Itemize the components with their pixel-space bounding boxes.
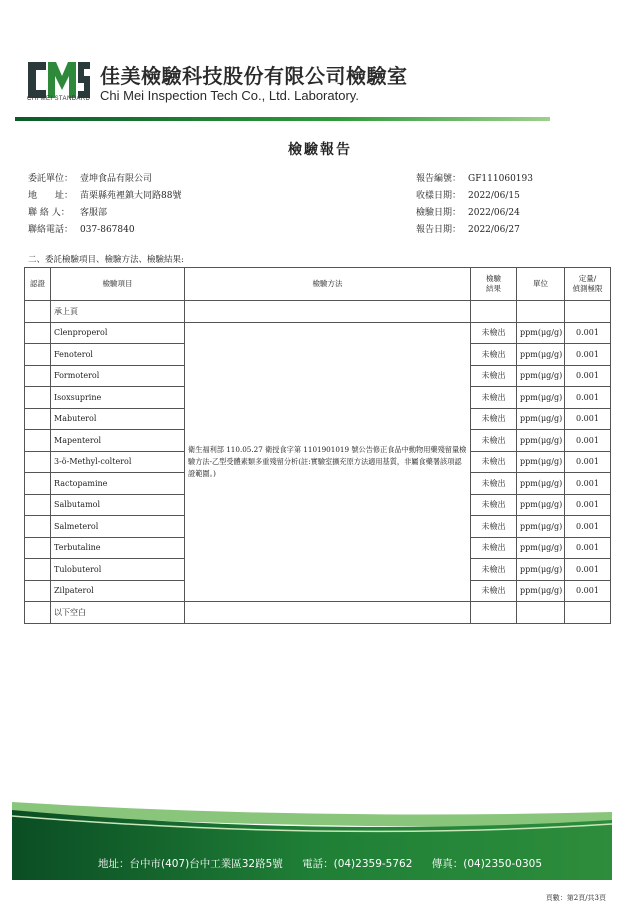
limit-cell: 0.001 — [565, 580, 611, 602]
table-row — [25, 322, 611, 344]
info-row: 收樣日期： 2022/06/15 — [416, 191, 520, 201]
item-cell: Isoxsuprine — [51, 387, 185, 409]
code-cell — [25, 451, 51, 473]
limit-cell: 0.001 — [565, 451, 611, 473]
item-cell: Tulobuterol — [51, 559, 185, 581]
unit-cell: ppm(μg/g) — [517, 473, 565, 495]
code-cell — [25, 387, 51, 409]
page-number: 頁數：第2頁/共3頁 — [545, 894, 606, 902]
report-info — [416, 173, 533, 236]
header-item: 檢驗項目 — [51, 268, 185, 301]
item-cell: Clenproperol — [51, 322, 185, 344]
item-cell: Salbutamol — [51, 494, 185, 516]
unit-cell: ppm(μg/g) — [517, 516, 565, 538]
limit-cell: 0.001 — [565, 365, 611, 387]
unit-cell: ppm(μg/g) — [517, 408, 565, 430]
footer-contact — [0, 856, 640, 871]
info-row: 檢驗日期： 2022/06/24 — [416, 208, 520, 218]
continued-label: 承上頁 — [51, 301, 185, 323]
table-row — [25, 602, 611, 624]
unit-cell: ppm(μg/g) — [517, 387, 565, 409]
footer-banner — [0, 790, 640, 890]
header-limit: 定量/ 偵測極限 — [565, 268, 611, 301]
code-cell — [25, 559, 51, 581]
company-name-zh: 佳美檢驗科技股份有限公司檢驗室 — [100, 64, 408, 88]
end-label: 以下空白 — [51, 602, 185, 624]
header-method: 檢驗方法 — [185, 268, 471, 301]
table-header-row — [25, 268, 611, 301]
report-title: 檢驗報告 — [288, 142, 352, 158]
item-cell: Salmeterol — [51, 516, 185, 538]
limit-cell: 0.001 — [565, 322, 611, 344]
result-cell: 未檢出 — [471, 580, 517, 602]
item-cell: Zilpaterol — [51, 580, 185, 602]
header-result: 檢驗 結果 — [471, 268, 517, 301]
table-row — [25, 301, 611, 323]
result-cell: 未檢出 — [471, 516, 517, 538]
limit-cell: 0.001 — [565, 494, 611, 516]
limit-cell: 0.001 — [565, 408, 611, 430]
item-cell: 3-ö-Methyl-colterol — [51, 451, 185, 473]
unit-cell: ppm(μg/g) — [517, 451, 565, 473]
limit-cell: 0.001 — [565, 430, 611, 452]
limit-cell: 0.001 — [565, 344, 611, 366]
item-cell: Ractopamine — [51, 473, 185, 495]
result-cell: 未檢出 — [471, 387, 517, 409]
client-info — [28, 173, 181, 236]
footer-address: 地址：台中市(407)台中工業區32路5號 — [97, 858, 283, 870]
result-cell: 未檢出 — [471, 408, 517, 430]
result-cell: 未檢出 — [471, 430, 517, 452]
result-cell: 未檢出 — [471, 494, 517, 516]
item-cell: Formoterol — [51, 365, 185, 387]
item-cell: Terbutaline — [51, 537, 185, 559]
unit-cell: ppm(μg/g) — [517, 580, 565, 602]
unit-cell: ppm(μg/g) — [517, 537, 565, 559]
unit-cell: ppm(μg/g) — [517, 322, 565, 344]
header-unit: 單位 — [517, 268, 565, 301]
result-cell: 未檢出 — [471, 365, 517, 387]
unit-cell: ppm(μg/g) — [517, 344, 565, 366]
section-title: 二、委託檢驗項目、檢驗方法、檢驗結果: — [28, 255, 184, 265]
unit-cell: ppm(μg/g) — [517, 494, 565, 516]
info-row: 報告日期： 2022/06/27 — [416, 225, 520, 235]
logo-caption: CHI MEI STANDARD — [27, 96, 91, 102]
unit-cell: ppm(μg/g) — [517, 430, 565, 452]
company-name-en: Chi Mei Inspection Tech Co., Ltd. Laboratory. — [100, 88, 359, 103]
result-cell: 未檢出 — [471, 559, 517, 581]
info-row: 地 址： 苗栗縣苑裡鎮大同路88號 — [28, 191, 182, 201]
limit-cell: 0.001 — [565, 559, 611, 581]
info-row: 委託單位： 壹坤食品有限公司 — [28, 174, 153, 184]
footer-phone: 電話：(04)2359-5762 — [302, 858, 413, 870]
unit-cell: ppm(μg/g) — [517, 365, 565, 387]
limit-cell: 0.001 — [565, 387, 611, 409]
item-cell: Fenoterol — [51, 344, 185, 366]
header-divider — [15, 117, 550, 121]
code-cell — [25, 494, 51, 516]
footer-fax: 傳真：(04)2350-0305 — [431, 858, 543, 870]
code-cell — [25, 365, 51, 387]
result-cell: 未檢出 — [471, 537, 517, 559]
code-cell — [25, 322, 51, 344]
result-cell: 未檢出 — [471, 473, 517, 495]
code-cell — [25, 516, 51, 538]
info-row: 報告編號： GF111060193 — [416, 174, 533, 184]
limit-cell: 0.001 — [565, 537, 611, 559]
unit-cell: ppm(μg/g) — [517, 559, 565, 581]
header-code: 認證 — [25, 268, 51, 301]
code-cell — [25, 344, 51, 366]
results-table — [24, 267, 611, 624]
limit-cell: 0.001 — [565, 473, 611, 495]
info-row: 聯絡電話： 037-867840 — [28, 225, 135, 235]
result-cell: 未檢出 — [471, 322, 517, 344]
result-cell: 未檢出 — [471, 344, 517, 366]
result-cell: 未檢出 — [471, 451, 517, 473]
item-cell: Mabuterol — [51, 408, 185, 430]
method-cell: 衛生福利部 110.05.27 衛授食字第 1101901019 號公告修正食品中動物用藥殘留量檢驗方法-乙型受體素類多重殘留分析(註:實驗室擴充原方法適用基質，非屬食藥署該項認證範圍。) — [185, 322, 471, 602]
info-row: 聯 絡 人： 客服部 — [28, 208, 108, 218]
code-cell — [25, 408, 51, 430]
item-cell: Mapenterol — [51, 430, 185, 452]
code-cell — [25, 430, 51, 452]
code-cell — [25, 473, 51, 495]
code-cell — [25, 537, 51, 559]
limit-cell: 0.001 — [565, 516, 611, 538]
code-cell — [25, 580, 51, 602]
